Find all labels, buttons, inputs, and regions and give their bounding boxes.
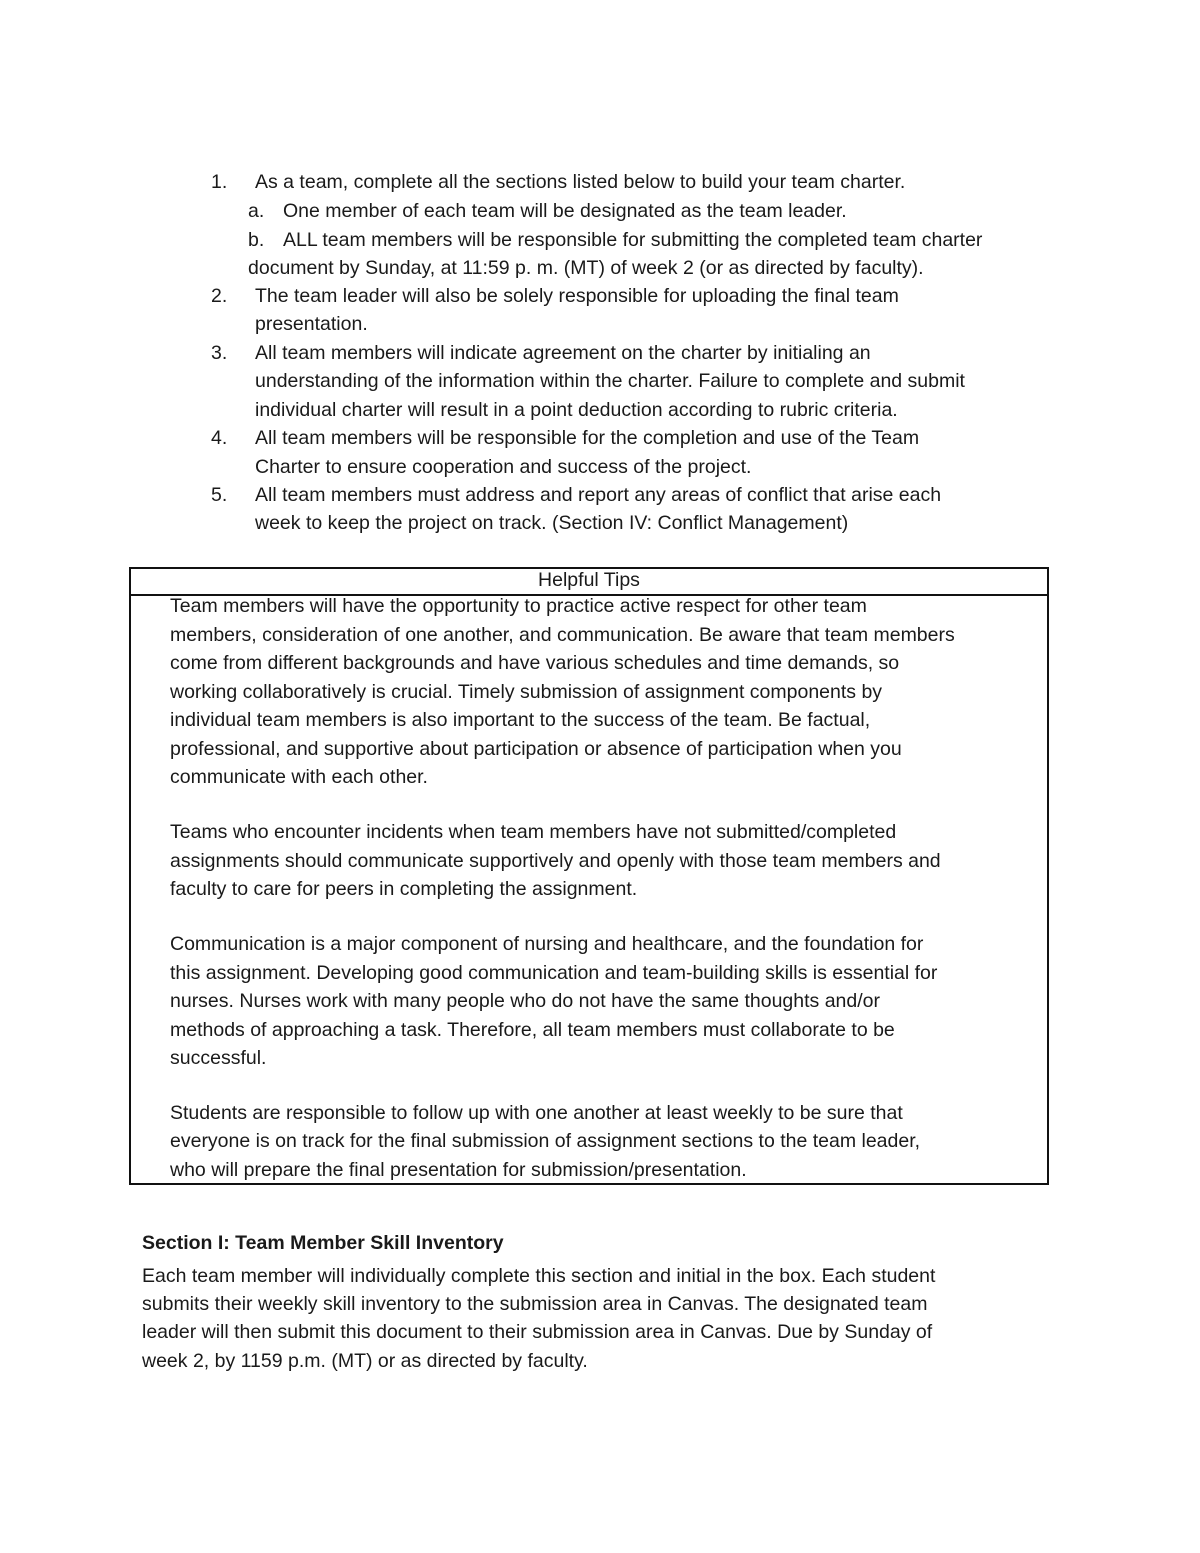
- tips-line: this assignment. Developing good communication and team-building skills is essential for: [170, 962, 938, 984]
- list-number: a.: [248, 200, 265, 222]
- tips-line: professional, and supportive about participation or absence of participation when you: [170, 738, 902, 760]
- list-text: As a team, complete all the sections listed below to build your team charter.: [255, 171, 906, 193]
- list-text: understanding of the information within the charter. Failure to complete and submit: [255, 370, 965, 392]
- tips-line: faculty to care for peers in completing the assignment.: [170, 878, 638, 900]
- section-line: submits their weekly skill inventory to the submission area in Canvas. The designated team: [142, 1293, 928, 1315]
- list-text: One member of each team will be designated as the team leader.: [283, 200, 847, 222]
- tips-line: Teams who encounter incidents when team members have not submitted/completed: [170, 821, 897, 843]
- list-text: presentation.: [255, 313, 368, 335]
- tips-line: members, consideration of one another, and communication. Be aware that team members: [170, 624, 955, 646]
- tips-line: Team members will have the opportunity to practice active respect for other team: [170, 595, 867, 617]
- list-text: All team members must address and report any areas of conflict that arise each: [255, 484, 942, 506]
- list-text: document by Sunday, at 11:59 p. m. (MT) of week 2 (or as directed by faculty).: [248, 257, 924, 279]
- list-text: All team members will be responsible for the completion and use of the Team: [255, 427, 920, 449]
- tips-line: everyone is on track for the final submission of assignment sections to the team leader,: [170, 1130, 921, 1152]
- list-number: 5.: [211, 484, 228, 506]
- list-number: 1.: [211, 171, 228, 193]
- helpful-tips-title: Helpful Tips: [538, 569, 640, 591]
- tips-line: communicate with each other.: [170, 766, 428, 788]
- section-line: week 2, by 1159 p.m. (MT) or as directed by faculty.: [142, 1350, 588, 1372]
- tips-line: working collaboratively is crucial. Timely submission of assignment components by: [170, 681, 883, 703]
- tips-line: Communication is a major component of nursing and healthcare, and the foundation for: [170, 933, 924, 955]
- list-text: All team members will indicate agreement on the charter by initialing an: [255, 342, 871, 364]
- tips-line: Students are responsible to follow up with one another at least weekly to be sure that: [170, 1102, 903, 1124]
- helpful-tips-box: [129, 567, 1049, 1185]
- tips-line: come from different backgrounds and have various schedules and time demands, so: [170, 652, 900, 674]
- list-number: b.: [248, 229, 265, 251]
- tips-line: methods of approaching a task. Therefore, all team members must collaborate to be: [170, 1019, 895, 1041]
- tips-line: nurses. Nurses work with many people who do not have the same thoughts and/or: [170, 990, 880, 1012]
- section-line: Each team member will individually complete this section and initial in the box. Each student: [142, 1265, 936, 1287]
- list-text: week to keep the project on track. (Section IV: Conflict Management): [255, 512, 849, 534]
- list-number: 2.: [211, 285, 228, 307]
- tips-line: assignments should communicate supportively and openly with those team members and: [170, 850, 941, 872]
- list-text: individual charter will result in a point deduction according to rubric criteria.: [255, 399, 898, 421]
- tips-line: who will prepare the final presentation for submission/presentation.: [170, 1159, 747, 1181]
- tips-line: successful.: [170, 1047, 267, 1069]
- list-text: ALL team members will be responsible for submitting the completed team charter: [283, 229, 983, 251]
- list-number: 3.: [211, 342, 228, 364]
- tips-line: individual team members is also important to the success of the team. Be factual,: [170, 709, 871, 731]
- list-text: The team leader will also be solely responsible for uploading the final team: [255, 285, 899, 307]
- section-line: leader will then submit this document to their submission area in Canvas. Due by Sunday of: [142, 1321, 933, 1343]
- section-heading: Section I: Team Member Skill Inventory: [142, 1232, 504, 1254]
- list-text: Charter to ensure cooperation and success of the project.: [255, 456, 752, 478]
- list-number: 4.: [211, 427, 228, 449]
